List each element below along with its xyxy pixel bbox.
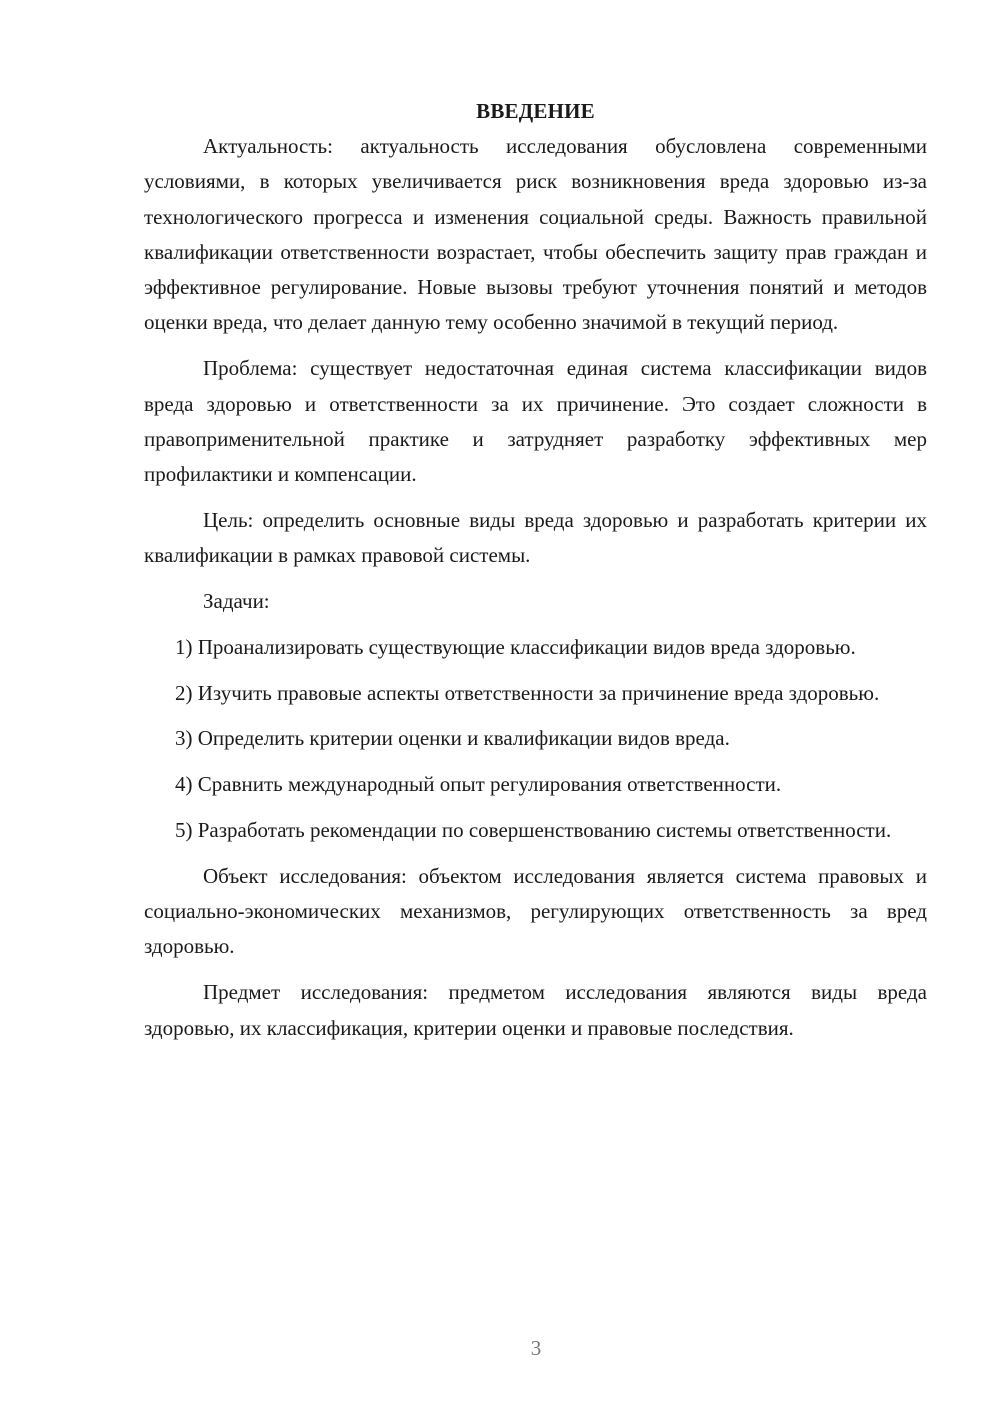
tasks-heading: Задачи: — [203, 589, 270, 614]
page-title: ВВЕДЕНИЕ — [476, 99, 595, 123]
relevance-paragraph: Актуальность: актуальность исследования обусловлена современными условиями, в которых увеличивается риск возникновения вреда здоровью из-за технологического прогресса и изменения социальной среды. Важность правильной квалификации ответственности возрастает, чтобы обеспечить защиту прав граждан и эффективное регулирование. Новые вызовы требуют уточнения понятий и методов оценки вреда, что делает данную тему особенно значимой в текущий период. — [144, 134, 927, 335]
page-number: 3 — [530, 1336, 542, 1360]
task-item-1: 1) Проанализировать существующие классификации видов вреда здоровью. — [175, 634, 856, 659]
task-item-2: 2) Изучить правовые аспекты ответственности за причинение вреда здоровью. — [175, 680, 880, 705]
goal-paragraph: Цель: определить основные виды вреда здоровью и разработать критерии их квалификации в рамках правовой системы. — [144, 507, 927, 568]
problem-paragraph: Проблема: существует недостаточная единая система классификации видов вреда здоровью и ответственности за их причинение. Это создает сложности в правоприменительной практике и затрудняет разработку эффективных мер профилактики и компенсации. — [144, 356, 927, 487]
object-paragraph: Объект исследования: объектом исследования является система правовых и социально-экономических механизмов, регулирующих ответственность за вред здоровью. — [144, 863, 927, 959]
task-item-5: 5) Разработать рекомендации по совершенствованию системы ответственности. — [175, 818, 892, 843]
task-item-4: 4) Сравнить международный опыт регулирования ответственности. — [175, 772, 782, 797]
subject-paragraph: Предмет исследования: предметом исследования являются виды вреда здоровью, их классификация, критерии оценки и правовые последствия. — [144, 980, 927, 1040]
document-page — [144, 94, 927, 1056]
task-item-3: 3) Определить критерии оценки и квалификации видов вреда. — [175, 726, 730, 751]
